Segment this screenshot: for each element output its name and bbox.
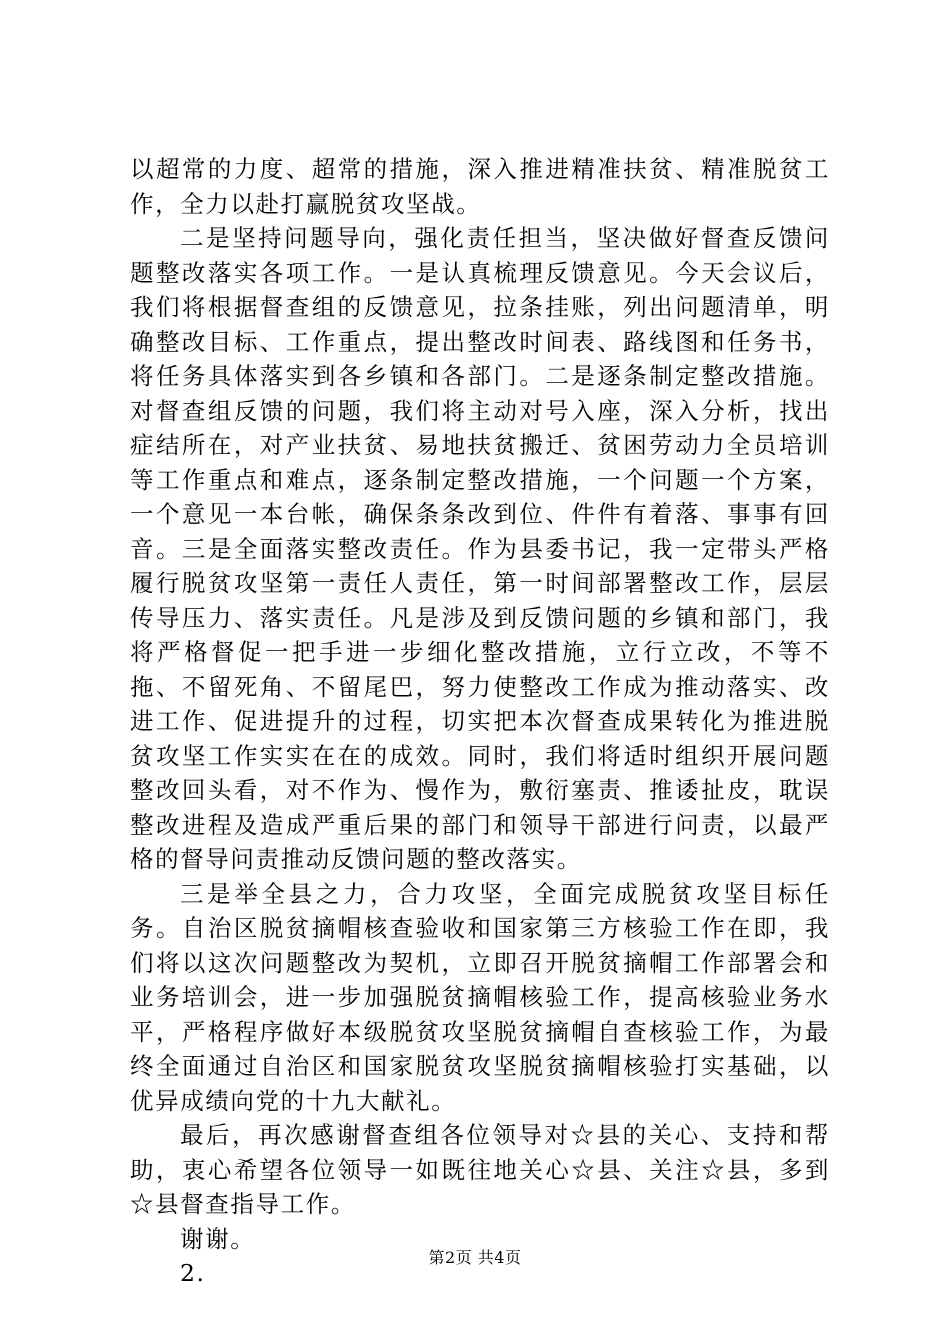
paragraph-thanks: 谢谢。 xyxy=(180,1224,256,1253)
paragraph-continuation: 以超常的力度、超常的措施，深入推进精准扶贫、精准脱贫工作，全力以赴打赢脱贫攻坚战。 xyxy=(130,155,830,218)
body-text xyxy=(130,152,830,1291)
page-footer: 第2页 共4页 xyxy=(428,1248,522,1267)
paragraph-closing: 最后，再次感谢督查组各位领导对☆县的关心、支持和帮助，衷心希望各位领导一如既往地关心☆县、关注☆县，多到☆县督查指导工作。 xyxy=(130,1121,830,1218)
paragraph-section-number: 2. xyxy=(180,1259,206,1287)
paragraph-point-three: 三是举全县之力，合力攻坚，全面完成脱贫攻坚目标任务。自治区脱贫摘帽核查验收和国家第三方核验工作在即，我们将以这次问题整改为契机，立即召开脱贫摘帽工作部署会和业务培训会，进一步加强脱贫摘帽核验工作，提高核验业务水平，严格程序做好本级脱贫攻坚脱贫摘帽自查核验工作，为最终全面通过自治区和国家脱贫攻坚脱贫摘帽核验打实基础，以优异成绩向党的十九大献礼。 xyxy=(130,879,830,1115)
paragraph-point-two: 二是坚持问题导向，强化责任担当，坚决做好督查反馈问题整改落实各项工作。一是认真梳理反馈意见。今天会议后，我们将根据督查组的反馈意见，拉条挂账，列出问题清单，明确整改目标、工作重点，提出整改时间表、路线图和任务书，将任务具体落实到各乡镇和各部门。二是逐条制定整改措施。对督查组反馈的问题，我们将主动对号入座，深入分析，找出症结所在，对产业扶贫、易地扶贫搬迁、贫困劳动力全员培训等工作重点和难点，逐条制定整改措施，一个问题一个方案，一个意见一本台帐，确保条条改到位、件件有着落、事事有回音。三是全面落实整改责任。作为县委书记，我一定带头严格履行脱贫攻坚第一责任人责任，第一时间部署整改工作，层层传导压力、落实责任。凡是涉及到反馈问题的乡镇和部门，我将严格督促一把手进一步细化整改措施，立行立改，不等不拖、不留死角、不留尾巴，努力使整改工作成为推动落实、改进工作、促进提升的过程，切实把本次督查成果转化为推进脱贫攻坚工作实实在在的成效。同时，我们将适时组织开展问题整改回头看，对不作为、慢作为，敷衍塞责、推诿扯皮，耽误整改进程及造成严重后果的部门和领导干部进行问责，以最严格的督导问责推动反馈问题的整改落实。 xyxy=(130,224,830,873)
